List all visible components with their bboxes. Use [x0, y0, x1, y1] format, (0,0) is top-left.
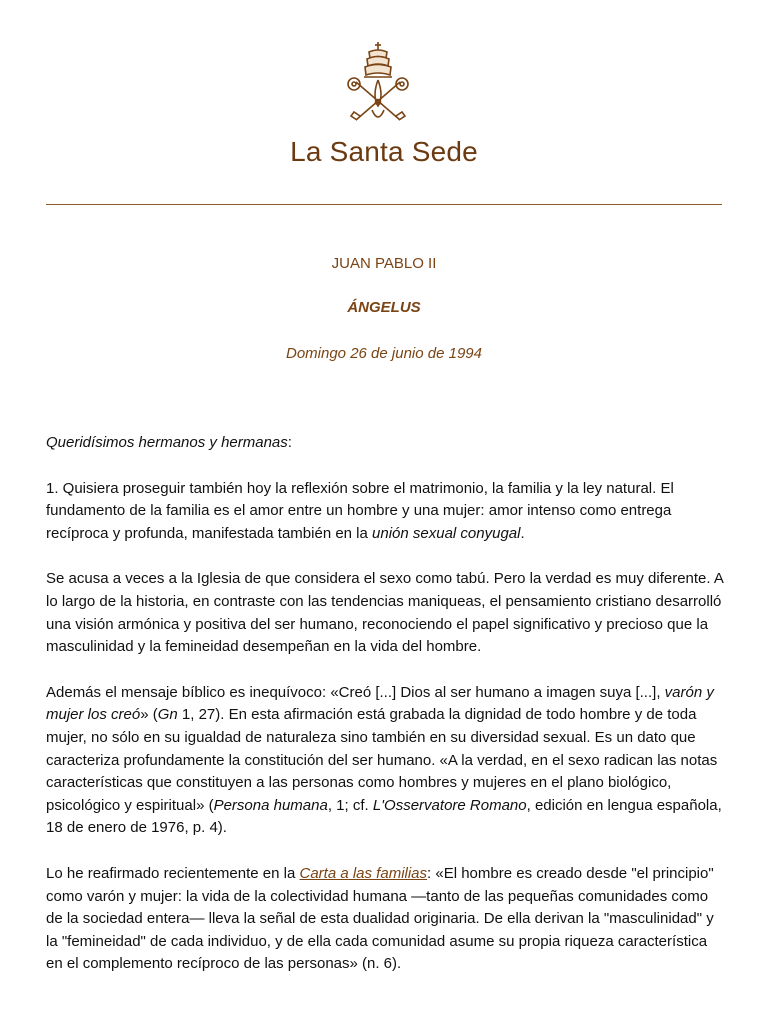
greeting-tail: : — [287, 434, 292, 451]
paragraph-1 — [46, 478, 726, 546]
papal-coat-of-arms-icon — [342, 40, 414, 126]
document-body — [46, 432, 726, 999]
p3-text-e: , edición en lengua española, 18 de enero de 1976, p. 4). — [46, 796, 722, 837]
p4-text-b: : «El hombre es creado desde "el principio" como varón y mujer: la vida de la colectividad humana —tanto de las pequeñas comunidades como de la sociedad entera— lleva la señal de esta dualidad originaria. De ella derivan la "masculinidad" y la "femineidad" de cada individuo, y de ella cada comunidad asume su propia riqueza característica en el complemento recíproco de las personas» (n. 6). — [46, 864, 714, 973]
document-heading: ÁNGELUS — [347, 299, 421, 316]
p1-text-a: 1. Quisiera proseguir también hoy la reflexión sobre el matrimonio, la familia y la ley natural. El fundamento de la familia es el amor entre un hombre y una mujer: amor intenso como entrega recíproca y profunda, manifestada también en la — [46, 479, 674, 542]
p3-text-a: Además el mensaje bíblico es inequívoco: «Creó [...] Dios al ser humano a imagen suya [...], — [46, 683, 665, 701]
greeting-paragraph — [46, 432, 726, 455]
document-date: Domingo 26 de junio de 1994 — [286, 345, 482, 362]
p3-italic-a: varón y mujer los creó — [46, 683, 714, 724]
greeting-text: Queridísimos hermanos y hermanas — [46, 434, 288, 451]
paragraph-3 — [46, 682, 726, 840]
p3-text-c: 1, 27). En esta afirmación está grabada la dignidad de todo hombre y de toda mujer, no sólo en su igualdad de naturaleza sino también en su diversidad sexual. Es un dato que caracteriza profundamente la constitución del ser humano. «A la verdad, en el sexo radican las notas características que constituyen a las personas como hombres y mujeres en el plano biológico, psicológico y espiritual» ( — [46, 706, 718, 814]
carta-a-las-familias-link[interactable]: Carta a las familias — [299, 864, 428, 882]
document-author: JUAN PABLO II — [331, 255, 437, 272]
site-title[interactable]: La Santa Sede — [290, 136, 478, 167]
p3-text-b: » ( — [140, 706, 158, 724]
header-divider — [46, 204, 722, 205]
paragraph-2: Se acusa a veces a la Iglesia de que considera el sexo como tabú. Pero la verdad es muy diferente. A lo largo de la historia, en contraste con las tendencias maniqueas, el pensamiento cristiano desarrolló una visión armónica y positiva del ser humano, reconociendo el papel significativo y precioso que la masculinidad y la femineidad desempeñan en la vida del hombre. — [46, 570, 724, 656]
p3-italic-b: Gn — [157, 706, 178, 724]
p1-text-b: . — [520, 524, 525, 542]
paragraph-4 — [46, 863, 726, 976]
p3-italic-c: Persona humana — [213, 796, 328, 814]
p4-text-a: Lo he reafirmado recientemente en la — [46, 864, 300, 882]
p1-italic: unión sexual conyugal — [372, 524, 521, 542]
p3-text-d: , 1; cf. — [327, 796, 373, 814]
p3-italic-d: L'Osservatore Romano — [372, 796, 527, 814]
